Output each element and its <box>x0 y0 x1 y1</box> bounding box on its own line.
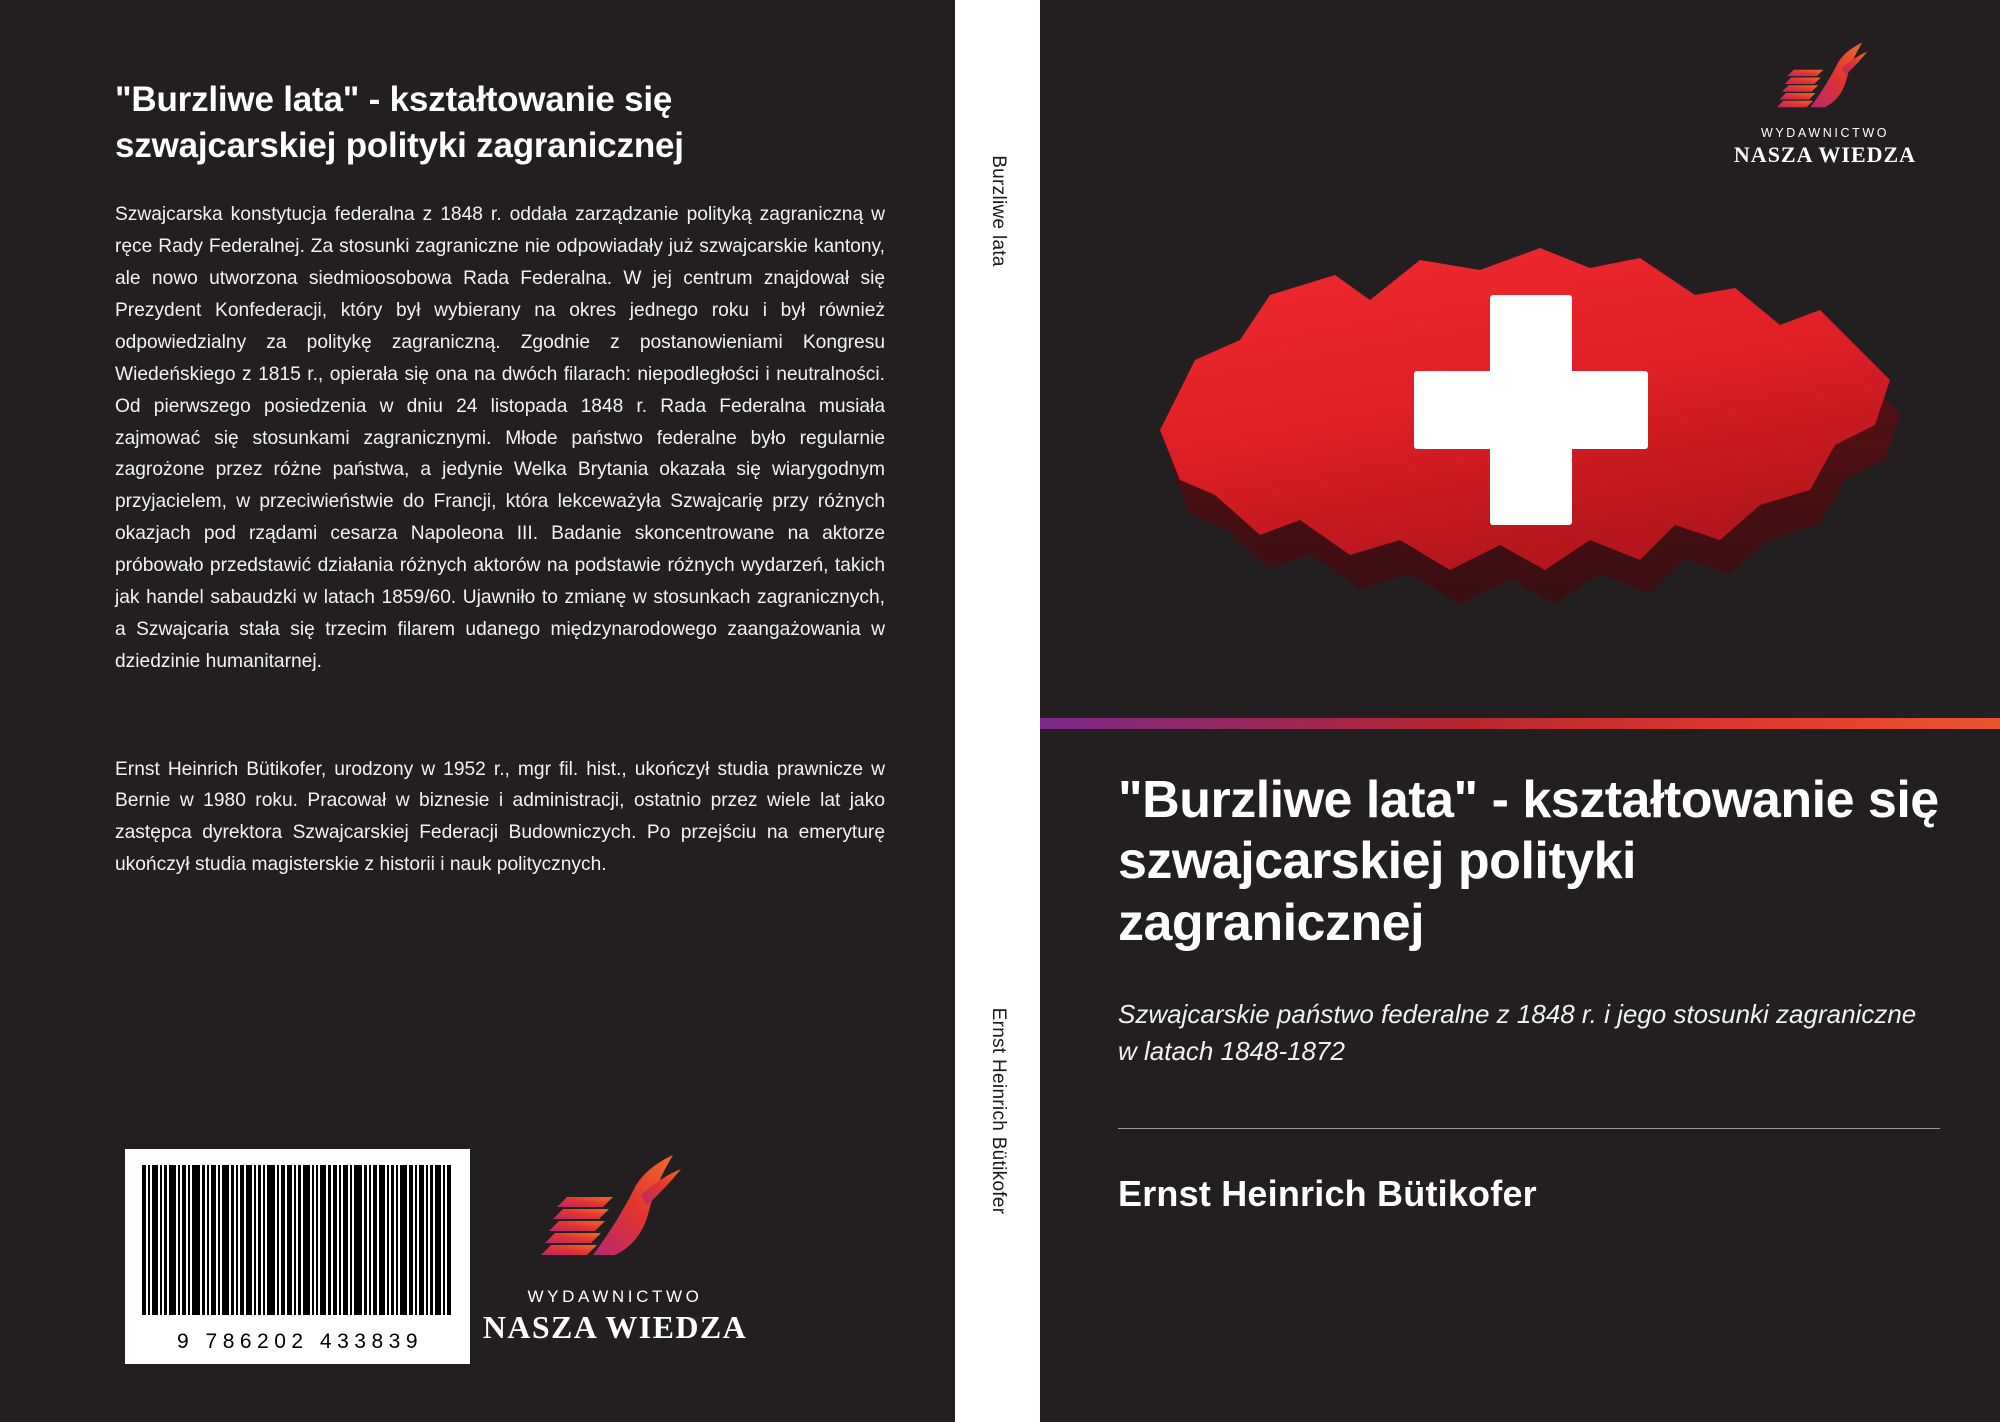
barcode-number: 9 786202 433839 <box>177 1330 423 1353</box>
back-cover <box>0 0 955 1422</box>
author-biography: Ernst Heinrich Bütikofer, urodzony w 1952 r., mgr fil. hist., ukończył studia prawnicze w Bernie w 1980 roku. Pracował w biznesie i administracji, ostatnio przez wiele lat jako zastępca dyrektora Szwajcarskiej Federacji Budowniczych. Po przejściu na emeryturę ukończył studia magisterskie z historii i nauk politycznych. <box>115 758 885 876</box>
front-cover-subtitle: Szwajcarskie państwo federalne z 1848 r. i jego stosunki zagraniczne w latach 1848-1872 <box>1118 999 1917 1066</box>
front-cover-author: Ernst Heinrich Bütikofer <box>1118 1172 1537 1214</box>
publisher-name: NASZA WIEDZA <box>482 1309 748 1345</box>
publisher-logo-back <box>470 1151 760 1346</box>
front-cover-title: "Burzliwe lata" - kształtowanie się szwajcarskiej polityki zagranicznej <box>1118 771 1939 952</box>
publisher-mark-icon <box>523 1151 708 1281</box>
barcode <box>125 1149 470 1364</box>
back-cover-title: "Burzliwe lata" - kształtowanie się szwajcarskiej polityki zagranicznej <box>115 80 684 166</box>
spine-title: Burzliwe lata <box>988 155 1009 267</box>
book-spine <box>955 0 1040 1422</box>
publisher-word: WYDAWNICTWO <box>527 1287 703 1306</box>
switzerland-map-icon <box>1120 240 1950 680</box>
spine-author: Ernst Heinrich Bütikofer <box>988 1007 1009 1215</box>
accent-divider <box>1040 718 2000 729</box>
back-cover-footer <box>115 1114 885 1364</box>
title-divider <box>1118 1128 1940 1129</box>
publisher-name-front: NASZA WIEDZA <box>1733 142 1917 167</box>
publisher-word-front: WYDAWNICTWO <box>1760 126 1890 140</box>
front-cover <box>1040 0 2000 1422</box>
front-cover-text <box>1118 770 1940 1215</box>
publisher-mark-icon-front <box>1765 40 1885 124</box>
publisher-logo-front <box>1714 38 1936 186</box>
barcode-bars <box>139 1165 456 1315</box>
back-cover-description: Szwajcarska konstytucja federalna z 1848 r. oddała zarządzanie polityką zagraniczną w ręce Rady Federalnej. Za stosunki zagraniczne nie odpowiadały już szwajcarskie kantony, ale nowo utworzona siedmioosobowa Rada Federalna. W jej centrum znajdował się Prezydent Konfederacji, który był wybierany na okres jednego roku i był również odpowiedzialny za politykę zagraniczną. Zgodnie z postanowieniami Kongresu Wiedeńskiego z 1815 r., opierała się ona na dwóch filarach: niepodległości i neutralności. Od pierwszego posiedzenia w dniu 24 listopada 1848 r. Rada Federalna musiała zajmować się stosunkami zagranicznymi. Młode państwo federalne było regularnie zagrożone przez różne państwa, a jedynie Welka Brytania okazała się wiarygodnym przyjacielem, w przeciwieństwie do Francji, która lekceważyła Szwajcarię przy różnych okazjach pod rządami cesarza Napoleona III. Badanie skoncentrowane na aktorze próbowało przedstawić działania różnych aktorów na podstawie różnych wydarzeń, takich jak handel sabaudzki w latach 1859/60. Ujawniło to zmianę w stosunkach zagranicznych, a Szwajcaria stała się trzecim filarem udanego międzynarodowego zaangażowania w dziedzinie humanitarnej. <box>115 204 885 672</box>
